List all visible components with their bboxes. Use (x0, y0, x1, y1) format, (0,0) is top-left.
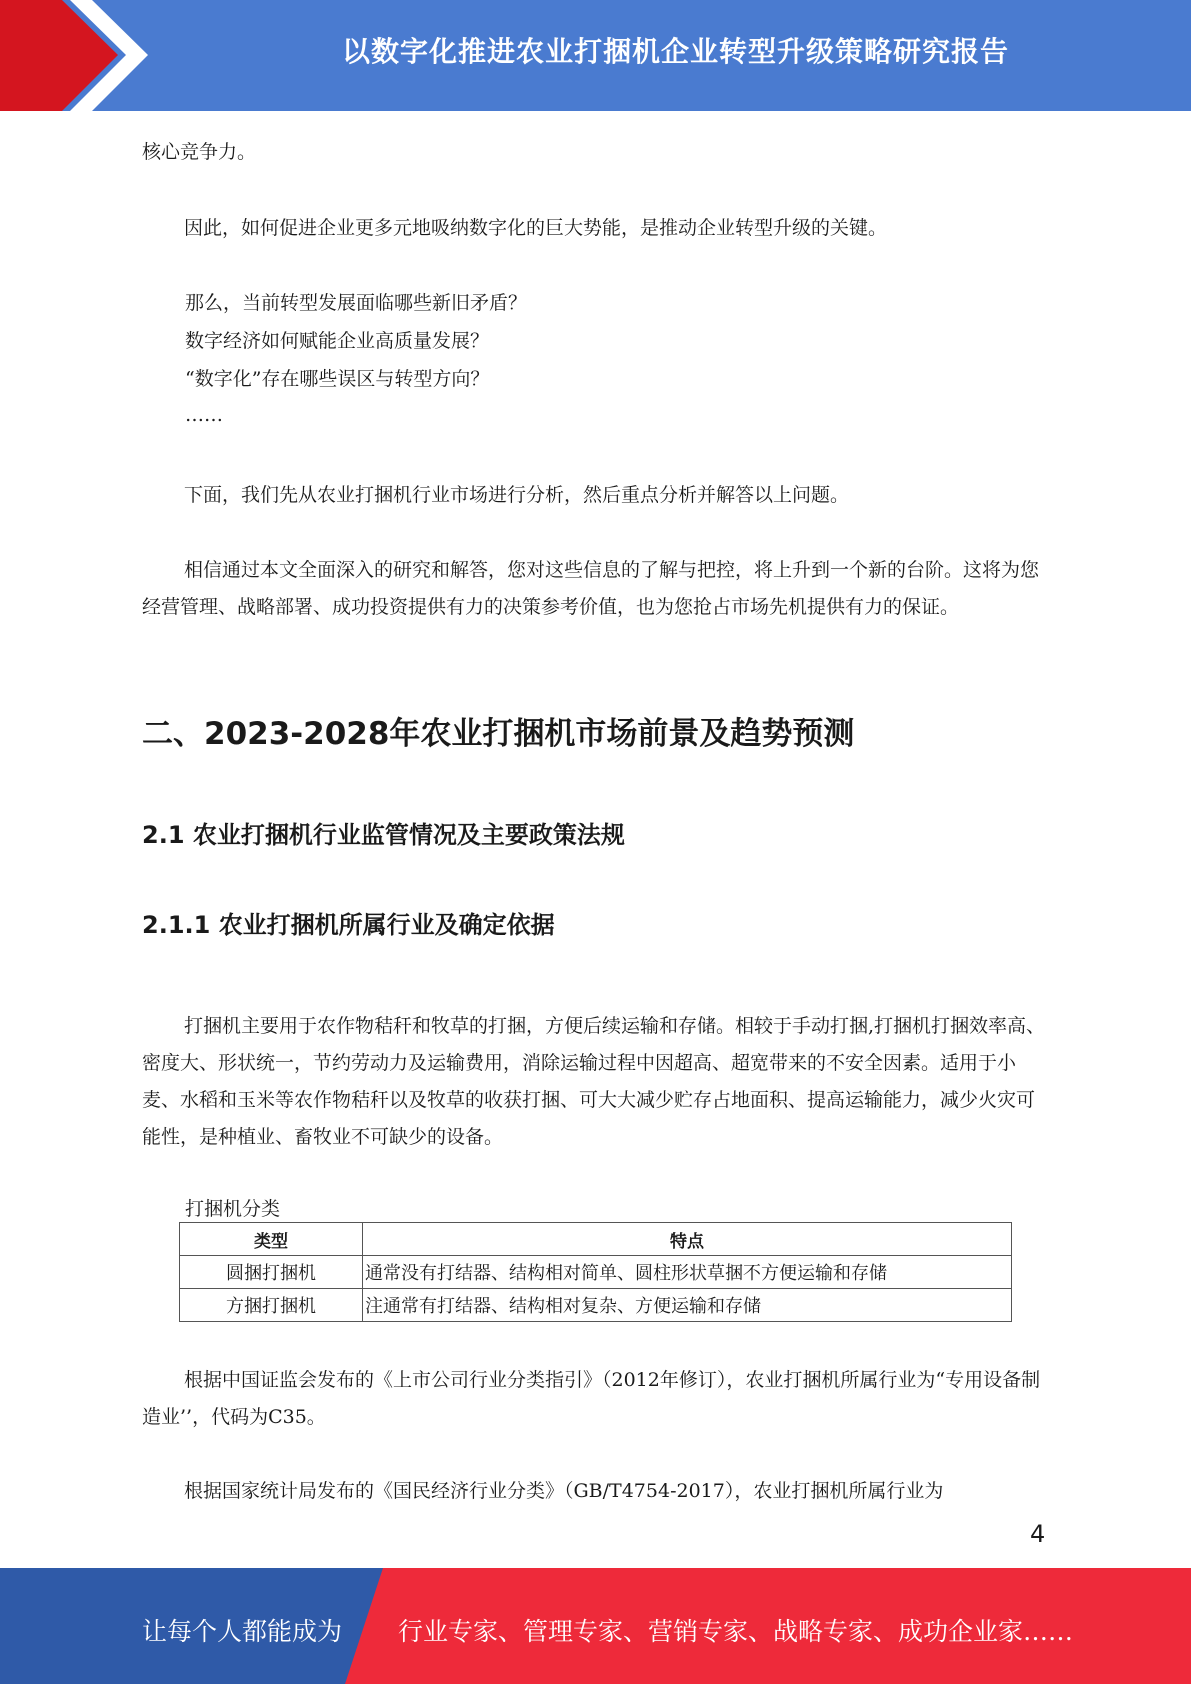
table-cell-type: 圆捆打捆机 (180, 1256, 363, 1289)
paragraph-csrc-classification: 根据中国证监会发布的《上市公司行业分类指引》（2012年修订），农业打捆机所属行业为“专用设备制造业’’，代码为C35。 (142, 1369, 1041, 1428)
question-1: 那么，当前转型发展面临哪些新旧矛盾？ (185, 292, 528, 314)
paragraph-nbs-classification: 根据国家统计局发布的《国民经济行业分类》（GB/T4754-2017），农业打捆机所属行业为 (184, 1480, 944, 1502)
page-header (0, 0, 1191, 111)
table-row (180, 1256, 1012, 1289)
page-footer (0, 1568, 1191, 1684)
question-2: 数字经济如何赋能企业高质量发展？ (185, 330, 490, 352)
table-cell-type: 方捆打捆机 (180, 1289, 363, 1322)
paragraph-core-competitiveness: 核心竞争力。 (142, 141, 257, 163)
page-number: 4 (1030, 1520, 1046, 1548)
table-cell-features: 通常没有打结器、结构相对简单、圆柱形状草捆不方便运输和存储 (363, 1256, 1012, 1289)
paragraph-key-question: 因此，如何促进企业更多元地吸纳数字化的巨大势能，是推动企业转型升级的关键。 (184, 217, 888, 239)
question-ellipsis: …… (185, 404, 223, 426)
report-title: 以数字化推进农业打捆机企业转型升级策略研究报告 (341, 35, 1009, 68)
table-header-row (180, 1223, 1012, 1256)
baler-classification-table (179, 1222, 1012, 1322)
paragraph-baler-description: 打捆机主要用于农作物秸秆和牧草的打捆，方便后续运输和存储。相较于手动打捆,打捆机打捆效率高、密度大、形状统一，节约劳动力及运输费用，消除运输过程中因超高、超宽带来的不安全因素。适用于小麦、水稻和玉米等农作物秸秆以及牧草的收获打捆、可大大减少贮存占地面积、提高运输能力，减少火灾可能性，是种植业、畜牧业不可缺少的设备。 (142, 1015, 1046, 1148)
subsection-heading-2-1: 2.1 农业打捆机行业监管情况及主要政策法规 (142, 821, 625, 849)
section-heading-2: 二、2023-2028年农业打捆机市场前景及趋势预测 (142, 716, 855, 752)
table-caption: 打捆机分类 (185, 1198, 281, 1220)
question-3: “数字化”存在哪些误区与转型方向？ (185, 368, 490, 390)
table-cell-features: 注通常有打结器、结构相对复杂、方便运输和存储 (363, 1289, 1012, 1322)
paragraph-value-statement: 相信通过本文全面深入的研究和解答，您对这些信息的了解与把控，将上升到一个新的台阶。这将为您经营管理、战略部署、成功投资提供有力的决策参考价值，也为您抢占市场先机提供有力的保证。 (142, 559, 1040, 618)
footer-slogan-right: 行业专家、管理专家、营销专家、战略专家、成功企业家…… (398, 1617, 1074, 1646)
subsection-heading-2-1-1: 2.1.1 农业打捆机所属行业及确定依据 (142, 911, 555, 939)
table-header-features: 特点 (363, 1223, 1012, 1256)
footer-slogan-left: 让每个人都能成为 (142, 1617, 343, 1646)
paragraph-analysis-intro: 下面，我们先从农业打捆机行业市场进行分析，然后重点分析并解答以上问题。 (184, 484, 850, 506)
table-row (180, 1289, 1012, 1322)
table-header-type: 类型 (180, 1223, 363, 1256)
